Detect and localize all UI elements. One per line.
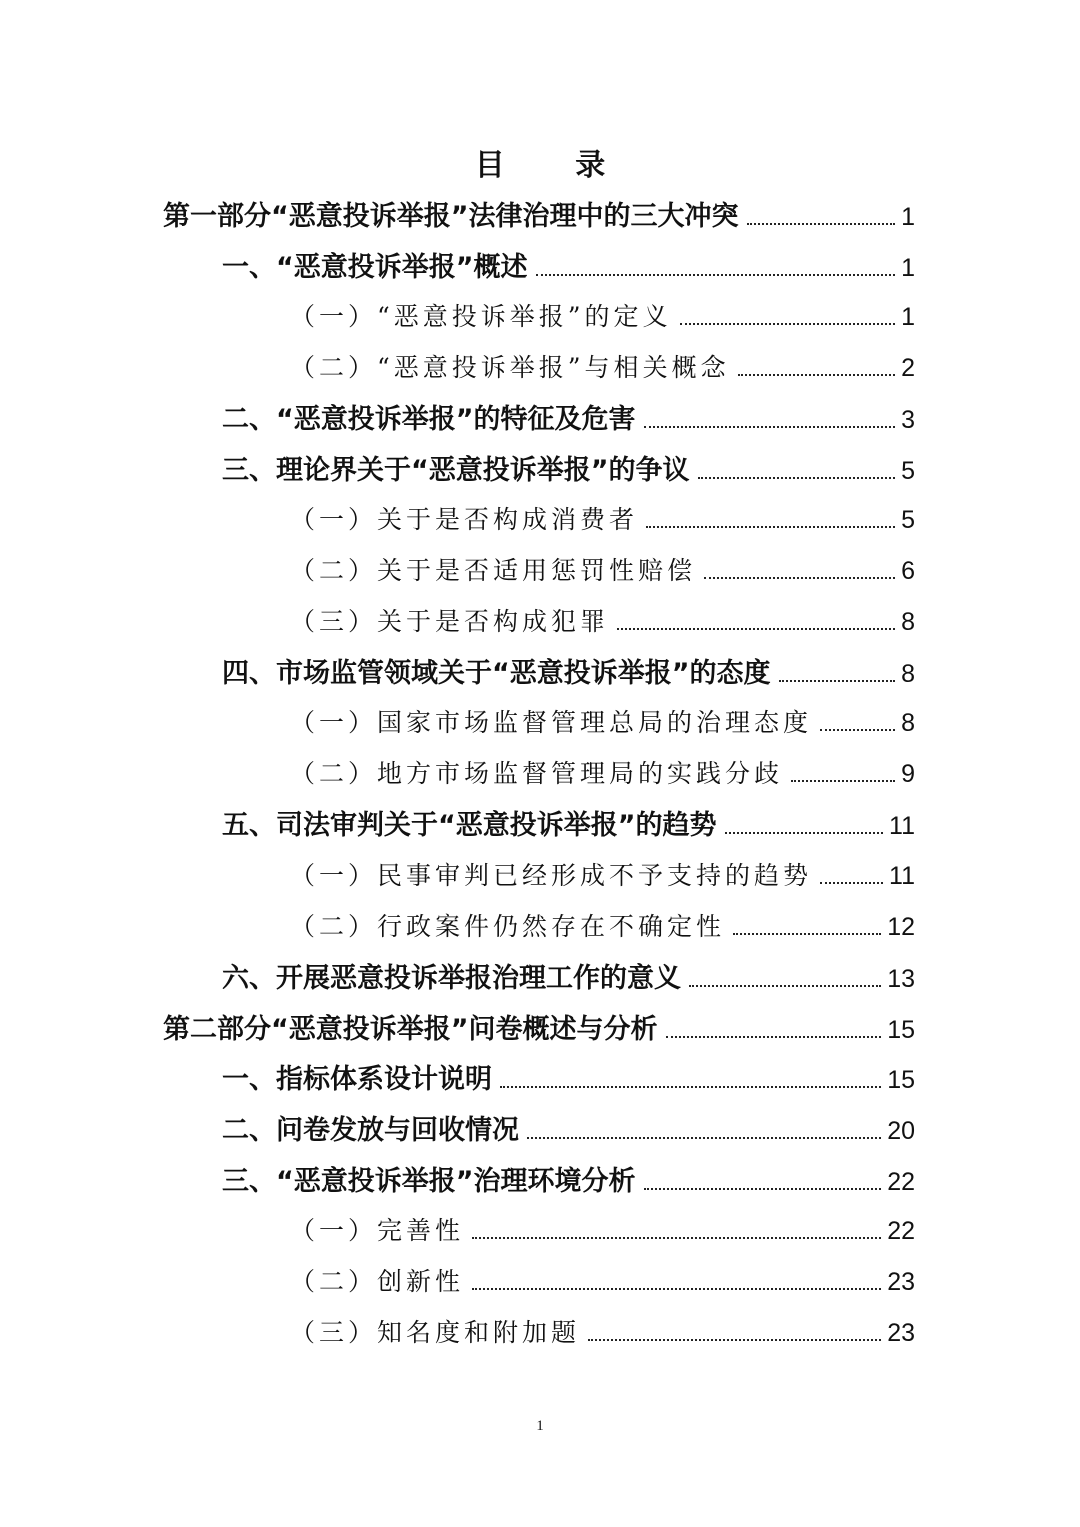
toc-entry[interactable] <box>0 290 1080 341</box>
toc-entry-label: 二、“恶意投诉举报”的特征及危害 <box>222 404 636 436</box>
toc-entry-page: 2 <box>901 353 915 382</box>
toc-entry-label: （一）关于是否构成消费者 <box>290 505 639 535</box>
toc-entry-page: 3 <box>901 406 915 435</box>
dot-leader <box>588 1339 881 1341</box>
toc-entry-page: 1 <box>901 202 915 231</box>
toc-entry[interactable] <box>0 391 1080 442</box>
toc-entry-label: 六、开展恶意投诉举报治理工作的意义 <box>222 962 681 994</box>
toc-entry[interactable] <box>0 1153 1080 1204</box>
toc-entry-label: 二、问卷发放与回收情况 <box>222 1115 519 1147</box>
toc-entry[interactable] <box>0 594 1080 645</box>
dot-leader <box>747 223 896 225</box>
dot-leader <box>617 628 895 630</box>
toc-entry-label: （二）地方市场监督管理局的实践分歧 <box>290 759 784 789</box>
toc-entry[interactable] <box>0 798 1080 849</box>
toc-entry-page: 23 <box>887 1318 915 1347</box>
toc-entry-label: （二）创新性 <box>290 1267 465 1297</box>
toc-entry[interactable] <box>0 188 1080 239</box>
toc-entry-page: 11 <box>889 861 915 890</box>
toc-entry[interactable] <box>0 493 1080 544</box>
toc-entry-label: 第二部分“恶意投诉举报”问卷概述与分析 <box>163 1013 658 1045</box>
dot-leader <box>820 729 895 731</box>
toc-entry-page: 15 <box>887 1015 915 1044</box>
toc-entry-label: （二）关于是否适用惩罚性赔偿 <box>290 555 697 585</box>
toc-entry-page: 9 <box>901 760 915 789</box>
toc-entry-label: （二）行政案件仍然存在不确定性 <box>290 911 726 941</box>
toc-entry-label: 第一部分“恶意投诉举报”法律治理中的三大冲突 <box>163 200 739 232</box>
toc-entry-label: （一）民事审判已经形成不予支持的趋势 <box>290 860 813 890</box>
toc-entry-page: 22 <box>887 1168 915 1197</box>
toc-entry-page: 1 <box>901 253 915 282</box>
toc-entry-page: 11 <box>889 812 915 841</box>
dot-leader <box>725 832 884 834</box>
toc-entry[interactable] <box>0 747 1080 798</box>
dot-leader <box>527 1137 881 1139</box>
toc-entry[interactable] <box>0 1052 1080 1103</box>
toc-entry[interactable] <box>0 950 1080 1001</box>
dot-leader <box>644 1188 882 1190</box>
toc-entry-page: 1 <box>901 302 915 331</box>
dot-leader <box>733 933 881 935</box>
toc-entry-page: 23 <box>887 1268 915 1297</box>
toc-entry[interactable] <box>0 239 1080 290</box>
toc-entry-page: 15 <box>887 1066 915 1095</box>
toc-entry-label: （一）国家市场监督管理总局的治理态度 <box>290 708 813 738</box>
toc-entry-label: 五、司法审判关于“恶意投诉举报”的趋势 <box>222 810 717 842</box>
dot-leader <box>536 274 896 276</box>
toc-entry-page: 13 <box>887 964 915 993</box>
toc-entry-page: 8 <box>901 709 915 738</box>
toc-entry-label: （一）“恶意投诉举报”的定义 <box>290 301 672 331</box>
toc-entry[interactable] <box>0 848 1080 899</box>
toc-entry-page: 5 <box>901 456 915 485</box>
toc-entry[interactable] <box>0 696 1080 747</box>
toc-entry-page: 20 <box>887 1117 915 1146</box>
toc-entry-label: （一）完善性 <box>290 1216 465 1246</box>
toc-entry[interactable] <box>0 1102 1080 1153</box>
dot-leader <box>820 882 883 884</box>
dot-leader <box>472 1237 881 1239</box>
toc-entry-label: 三、理论界关于“恶意投诉举报”的争议 <box>222 454 690 486</box>
toc-entry-page: 12 <box>887 912 915 941</box>
toc-entry-label: （二）“恶意投诉举报”与相关概念 <box>290 352 730 382</box>
dot-leader <box>644 426 896 428</box>
page-title: 目 录 <box>474 148 636 183</box>
toc-entry-label: （三）关于是否构成犯罪 <box>290 606 610 636</box>
dot-leader <box>500 1086 881 1088</box>
dot-leader <box>779 680 896 682</box>
toc-entry-label: 四、市场监管领域关于“恶意投诉举报”的态度 <box>222 658 771 690</box>
table-of-contents <box>0 188 1080 1356</box>
footer-page-number: 1 <box>536 1418 544 1434</box>
dot-leader <box>680 323 896 325</box>
toc-entry[interactable] <box>0 442 1080 493</box>
toc-entry[interactable] <box>0 1306 1080 1357</box>
dot-leader <box>689 985 881 987</box>
toc-entry-label: 一、“恶意投诉举报”概述 <box>222 251 528 283</box>
dot-leader <box>791 780 895 782</box>
toc-entry[interactable] <box>0 544 1080 595</box>
toc-entry[interactable] <box>0 645 1080 696</box>
toc-entry-page: 8 <box>901 607 915 636</box>
dot-leader <box>698 477 896 479</box>
toc-entry[interactable] <box>0 340 1080 391</box>
toc-entry[interactable] <box>0 1255 1080 1306</box>
toc-entry-page: 8 <box>901 660 915 689</box>
toc-entry[interactable] <box>0 1001 1080 1052</box>
toc-entry-page: 5 <box>901 506 915 535</box>
toc-entry-label: 一、指标体系设计说明 <box>222 1064 492 1096</box>
dot-leader <box>646 526 895 528</box>
dot-leader <box>666 1036 882 1038</box>
dot-leader <box>472 1288 881 1290</box>
toc-entry[interactable] <box>0 899 1080 950</box>
dot-leader <box>704 577 895 579</box>
toc-entry-label: 三、“恶意投诉举报”治理环境分析 <box>222 1166 636 1198</box>
dot-leader <box>738 374 896 376</box>
toc-entry-page: 6 <box>901 556 915 585</box>
toc-entry-label: （三）知名度和附加题 <box>290 1317 581 1347</box>
toc-entry[interactable] <box>0 1204 1080 1255</box>
toc-entry-page: 22 <box>887 1217 915 1246</box>
